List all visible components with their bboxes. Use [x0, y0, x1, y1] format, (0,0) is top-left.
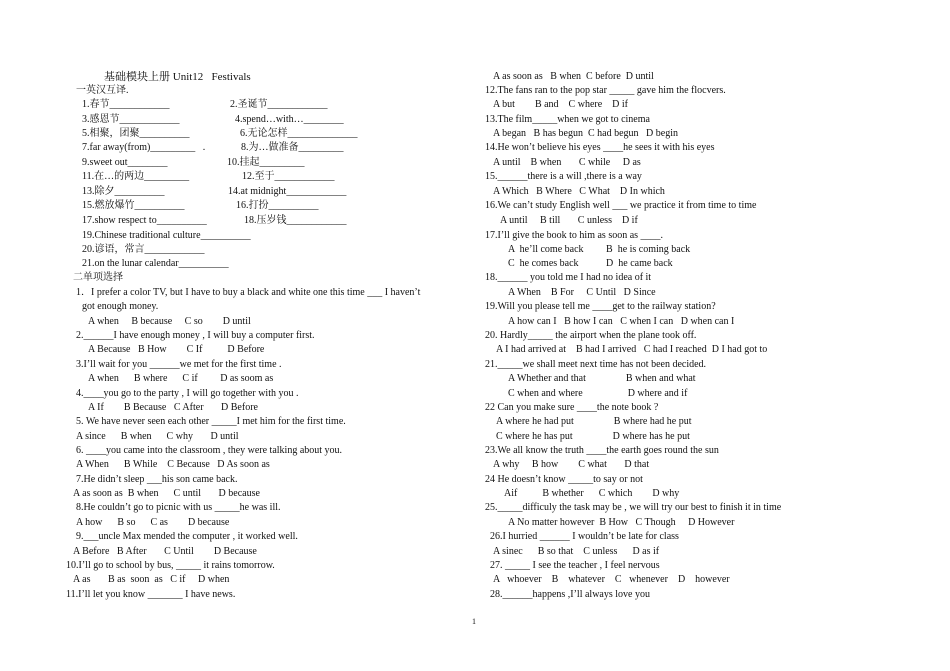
vocab-item: 3.感恩节____________ — [82, 114, 180, 125]
vocab-item: 7.far away(from)_________ . — [82, 142, 206, 153]
question-options: A When B While C Because D As soon as — [76, 459, 270, 470]
section-heading-choice: 二单项选择 — [73, 272, 123, 283]
vocab-item: 17.show respect to__________ — [82, 215, 207, 226]
vocab-item: 6.无论怎样______________ — [240, 128, 358, 139]
vocab-item: 4.spend…with…________ — [235, 114, 344, 125]
question-options: A No matter however B How C Though D However — [508, 517, 735, 528]
question-stem: 9.___uncle Max mended the computer , it worked well. — [76, 531, 298, 542]
page-number: 1 — [472, 617, 476, 626]
question-options: A Before B After C Until D Because — [73, 546, 257, 557]
vocab-item: 5.相聚，团聚__________ — [82, 128, 190, 139]
question-options: Aif B whether C which D why — [504, 488, 680, 499]
worksheet-title: 基础模块上册 Unit12 Festivals — [104, 71, 251, 83]
question-stem: 5. We have never seen each other _____I met him for the first time. — [76, 416, 346, 427]
question-options: A whoever B whatever C whenever D however — [493, 574, 730, 585]
question-stem: 16.We can’t study English well ___ we practice it from time to time — [485, 200, 757, 211]
question-stem: 8.He couldn’t go to picnic with us _____he was ill. — [76, 502, 281, 513]
question-stem: 12.The fans ran to the pop star _____ gave him the flocvers. — [485, 85, 726, 96]
vocab-item: 2.圣诞节____________ — [230, 99, 328, 110]
question-stem: 25._____difficuly the task may be , we will try our best to finish it in time — [485, 502, 782, 513]
vocab-item: 11.在…的两边_________ — [82, 171, 190, 182]
question-options: A why B how C what D that — [493, 459, 650, 470]
vocab-item: 19.Chinese traditional culture__________ — [82, 230, 251, 241]
question-options: C he comes back D he came back — [508, 258, 673, 269]
question-options: A Whether and that B when and what — [508, 373, 696, 384]
vocab-item: 16.打扮__________ — [236, 200, 319, 211]
question-stem: 11.I’ll let you know _______ I have news. — [66, 589, 236, 600]
section-heading-translation: 一英汉互译. — [76, 85, 129, 96]
question-stem: 19.Will you please tell me ____get to the railway station? — [485, 301, 716, 312]
question-options: A how B so C as D because — [76, 517, 230, 528]
question-stem: 24 He doesn’t know _____to say or not — [485, 474, 643, 485]
question-options: A as B as soon as C if D when — [73, 574, 230, 585]
question-stem: 4.____you go to the party , I will go together with you . — [76, 388, 299, 399]
vocab-item: 8.为…做准备_________ — [241, 142, 344, 153]
question-stem: 15.______there is a will ,there is a way — [485, 171, 642, 182]
question-stem: 22 Can you make sure ____the note book ? — [485, 402, 659, 413]
question-stem: 28.______happens ,I’ll always love you — [490, 589, 650, 600]
question-stem: 7.He didn’t sleep ___his son came back. — [76, 474, 238, 485]
vocab-item: 10.挂起_________ — [227, 157, 305, 168]
question-stem: 21._____we shall meet next time has not been decided. — [485, 359, 707, 370]
question-stem: 1．I prefer a color TV, but I have to buy a black and white one this time ___ I haven’t — [76, 287, 421, 298]
question-options: A began B has begun C had begun D begin — [493, 128, 678, 139]
question-stem: got enough money. — [82, 301, 159, 312]
vocab-item: 15.燃放爆竹__________ — [82, 200, 185, 211]
question-options: A If B Because C After D Before — [88, 402, 258, 413]
vocab-item: 13.除夕__________ — [82, 186, 165, 197]
question-stem: 20. Hardly_____ the airport when the plane took off. — [485, 330, 697, 341]
question-stem: 27. _____ I see the teacher , I feel nervous — [490, 560, 660, 571]
vocab-item: 18.压岁钱____________ — [244, 215, 347, 226]
vocab-item: 1.春节____________ — [82, 99, 170, 110]
question-stem: 17.I’ll give the book to him as soon as ____. — [485, 230, 664, 241]
question-options: A as soon as B when C before D until — [493, 71, 654, 82]
question-options: A When B For C Until D Since — [508, 287, 656, 298]
question-options: A when B where C if D as soom as — [88, 373, 274, 384]
question-options: A but B and C where D if — [493, 99, 628, 110]
question-stem: 6. ____you came into the classroom , they were talking about you. — [76, 445, 343, 456]
question-options: A when B because C so D until — [88, 316, 251, 327]
question-options: A until B till C unless D if — [500, 215, 638, 226]
question-options: A as soon as B when C until D because — [73, 488, 260, 499]
question-options: A until B when C while D as — [493, 157, 641, 168]
question-options: C when and where D where and if — [508, 388, 688, 399]
question-stem: 3.I’ll wait for you ______we met for the first time . — [76, 359, 282, 370]
vocab-item: 12.至于____________ — [242, 171, 335, 182]
question-stem: 2.______I have enough money , I will buy a computer first. — [76, 330, 315, 341]
question-options: A how can I B how I can C when I can D when can I — [508, 316, 735, 327]
vocab-item: 20.谚语，常言____________ — [82, 244, 205, 255]
question-stem: 18.______ you told me I had no idea of it — [485, 272, 652, 283]
question-stem: 13.The film_____when we got to cinema — [485, 114, 650, 125]
question-stem: 10.I’ll go to school by bus, _____ it rains tomorrow. — [66, 560, 275, 571]
question-options: A sinec B so that C unless D as if — [493, 546, 660, 557]
question-options: A I had arrived at B had I arrived C had I reached D I had got to — [496, 344, 768, 355]
question-options: A Which B Where C What D In which — [493, 186, 665, 197]
question-stem: 23.We all know the truth ____the earth goes round the sun — [485, 445, 719, 456]
question-stem: 26.I hurried ______ I wouldn’t be late for class — [490, 531, 679, 542]
vocab-item: 9.sweet out________ — [82, 157, 168, 168]
question-stem: 14.He won’t believe his eyes ____he sees it with his eyes — [485, 142, 715, 153]
vocab-item: 14.at midnight____________ — [228, 186, 347, 197]
question-options: A where he had put B where had he put — [496, 416, 692, 427]
question-options: C where he has put D where has he put — [496, 431, 690, 442]
question-options: A Because B How C If D Before — [88, 344, 265, 355]
vocab-item: 21.on the lunar calendar__________ — [82, 258, 229, 269]
question-options: A he’ll come back B he is coming back — [508, 244, 691, 255]
question-options: A since B when C why D until — [76, 431, 239, 442]
